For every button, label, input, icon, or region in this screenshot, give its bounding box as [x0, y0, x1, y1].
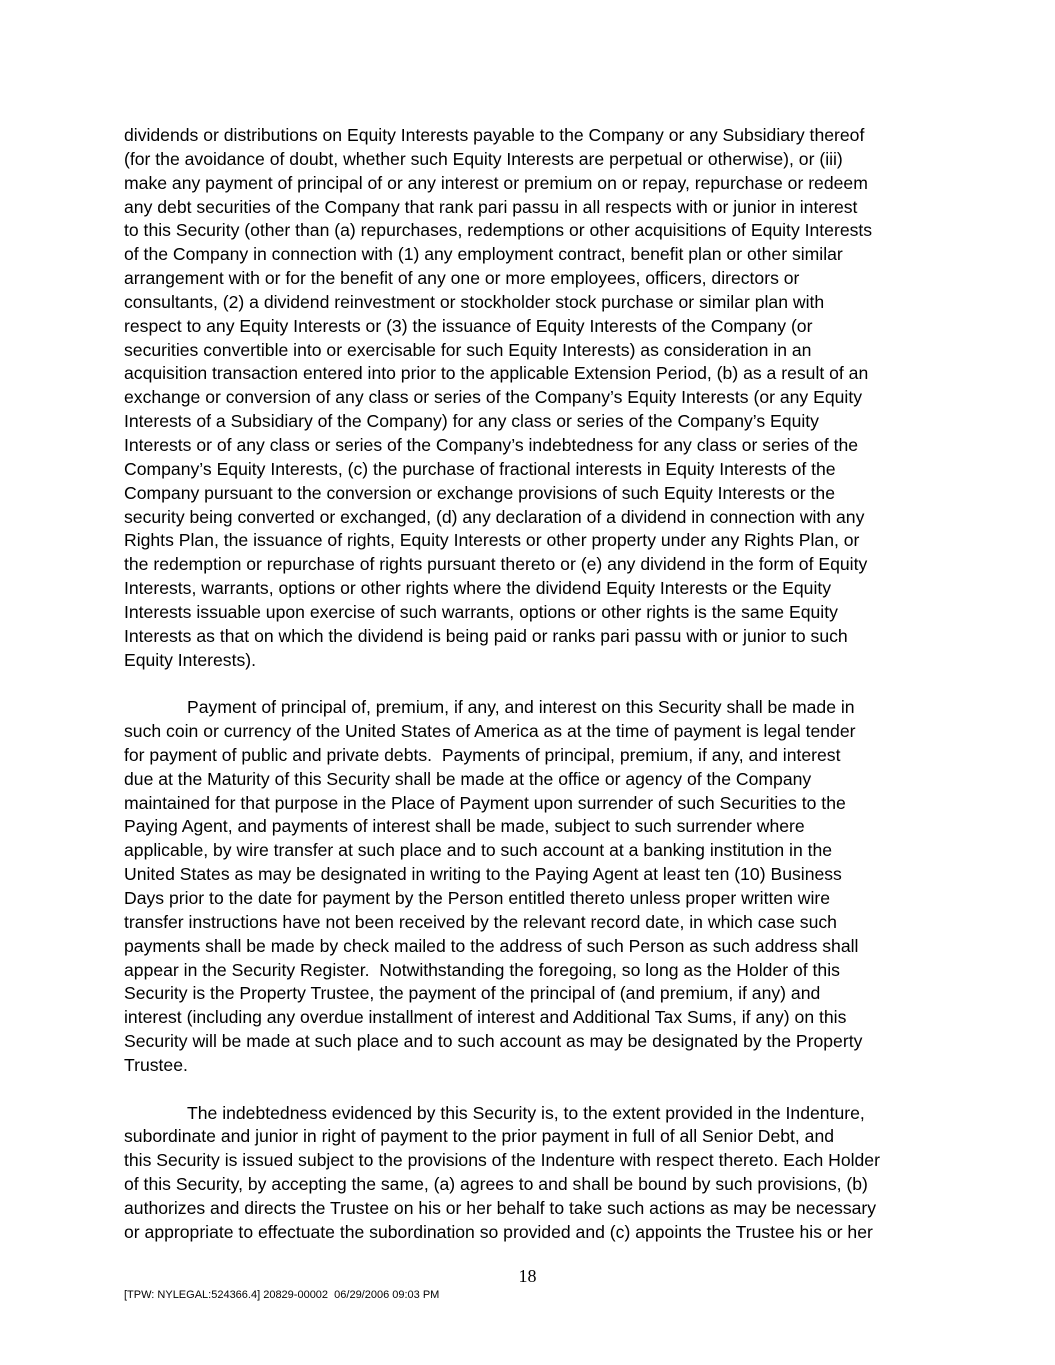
text-line: consultants, (2) a dividend reinvestment or stockholder stock purchase or similar plan with [124, 291, 825, 312]
text-line: Interests or of any class or series of the Company’s indebtedness for any class or series of the [124, 434, 859, 455]
paragraph-2 [124, 696, 936, 1078]
text-line: Interests as that on which the dividend is being paid or ranks pari passu with or junior to such [124, 625, 848, 646]
text-line: Company pursuant to the conversion or exchange provisions of such Equity Interests or the [124, 482, 835, 503]
text-line: respect to any Equity Interests or (3) the issuance of Equity Interests of the Company (or [124, 315, 813, 336]
text-line: such coin or currency of the United States of America as at the time of payment is legal tender [124, 721, 856, 742]
text-line: arrangement with or for the benefit of any one or more employees, officers, directors or [124, 268, 800, 289]
text-line: transfer instructions have not been received by the relevant record date, in which case such [124, 911, 837, 932]
text-line: subordinate and junior in right of payment to the prior payment in full of all Senior Debt, and [124, 1126, 835, 1147]
text-line: Company’s Equity Interests, (c) the purchase of fractional interests in Equity Interests of the [124, 458, 836, 479]
text-line: of the Company in connection with (1) any employment contract, benefit plan or other similar [124, 244, 843, 265]
text-line: securities convertible into or exercisable for such Equity Interests) as consideration in an [124, 339, 812, 360]
text-line: Paying Agent, and payments of interest shall be made, subject to such surrender where [124, 816, 805, 837]
text-line: Days prior to the date for payment by the Person entitled thereto unless proper written wire [124, 888, 831, 908]
text-line: Security will be made at such place and to such account as may be designated by the Property [124, 1031, 863, 1052]
document-body [124, 124, 936, 1245]
text-line: any debt securities of the Company that rank pari passu in all respects with or junior in interest [124, 196, 858, 217]
text-line: of this Security, by accepting the same, (a) agrees to and shall be bound by such provisions, (b) [124, 1174, 868, 1195]
text-line: acquisition transaction entered into prior to the applicable Extension Period, (b) as a result of an [124, 363, 869, 384]
text-line: Rights Plan, the issuance of rights, Equity Interests or other property under any Rights Plan, or [124, 530, 860, 551]
text-line: this Security is issued subject to the provisions of the Indenture with respect thereto. Each Holder [124, 1150, 880, 1171]
text-line: Trustee. [124, 1054, 188, 1075]
text-line: Interests of a Subsidiary of the Company) for any class or series of the Company’s Equity [124, 411, 819, 432]
text-line: Equity Interests). [124, 649, 257, 670]
text-line: or appropriate to effectuate the subordination so provided and (c) appoints the Trustee his or her [124, 1221, 873, 1242]
document-footer-reference: [TPW: NYLEGAL:524366.4] 20829-00002 06/29/2006 09:03 PM [124, 1289, 440, 1301]
text-line: make any payment of principal of or any interest or premium on or repay, repurchase or redeem [124, 172, 868, 193]
text-line: appear in the Security Register. Notwithstanding the foregoing, so long as the Holder of this [124, 959, 840, 980]
text-line: interest (including any overdue installment of interest and Additional Tax Sums, if any) on this [124, 1007, 847, 1028]
text-line: for payment of public and private debts. Payments of principal, premium, if any, and interest [124, 744, 841, 765]
page-number: 18 [518, 1266, 537, 1286]
text-line: The indebtedness evidenced by this Security is, to the extent provided in the Indenture, [187, 1102, 865, 1123]
text-line: maintained for that purpose in the Place of Payment upon surrender of such Securities to the [124, 792, 846, 813]
paragraph-1 [124, 124, 936, 672]
text-line: Security is the Property Trustee, the payment of the principal of (and premium, if any) and [124, 983, 821, 1004]
text-line: payments shall be made by check mailed to the address of such Person as such address shall [124, 935, 859, 956]
text-line: due at the Maturity of this Security shall be made at the office or agency of the Company [124, 768, 812, 789]
text-line: Payment of principal of, premium, if any, and interest on this Security shall be made in [187, 697, 855, 718]
text-line: (for the avoidance of doubt, whether such Equity Interests are perpetual or otherwise), or (iii) [124, 148, 843, 169]
text-line: United States as may be designated in writing to the Paying Agent at least ten (10) Business [124, 864, 842, 885]
text-line: exchange or conversion of any class or series of the Company’s Equity Interests (or any Equity [124, 387, 863, 408]
text-line: security being converted or exchanged, (d) any declaration of a dividend in connection with any [124, 506, 865, 527]
paragraph-3 [124, 1102, 936, 1245]
text-line: the redemption or repurchase of rights pursuant thereto or (e) any dividend in the form of Equity [124, 554, 868, 575]
text-line: authorizes and directs the Trustee on his or her behalf to take such actions as may be necessary [124, 1197, 877, 1218]
text-line: to this Security (other than (a) repurchases, redemptions or other acquisitions of Equity Interests [124, 220, 873, 241]
text-line: Interests issuable upon exercise of such warrants, options or other rights is the same Equity [124, 601, 838, 622]
text-line: Interests, warrants, options or other rights where the dividend Equity Interests or the Equity [124, 578, 832, 599]
text-line: dividends or distributions on Equity Interests payable to the Company or any Subsidiary thereof [124, 125, 865, 145]
text-line: applicable, by wire transfer at such place and to such account at a banking institution in the [124, 840, 833, 861]
